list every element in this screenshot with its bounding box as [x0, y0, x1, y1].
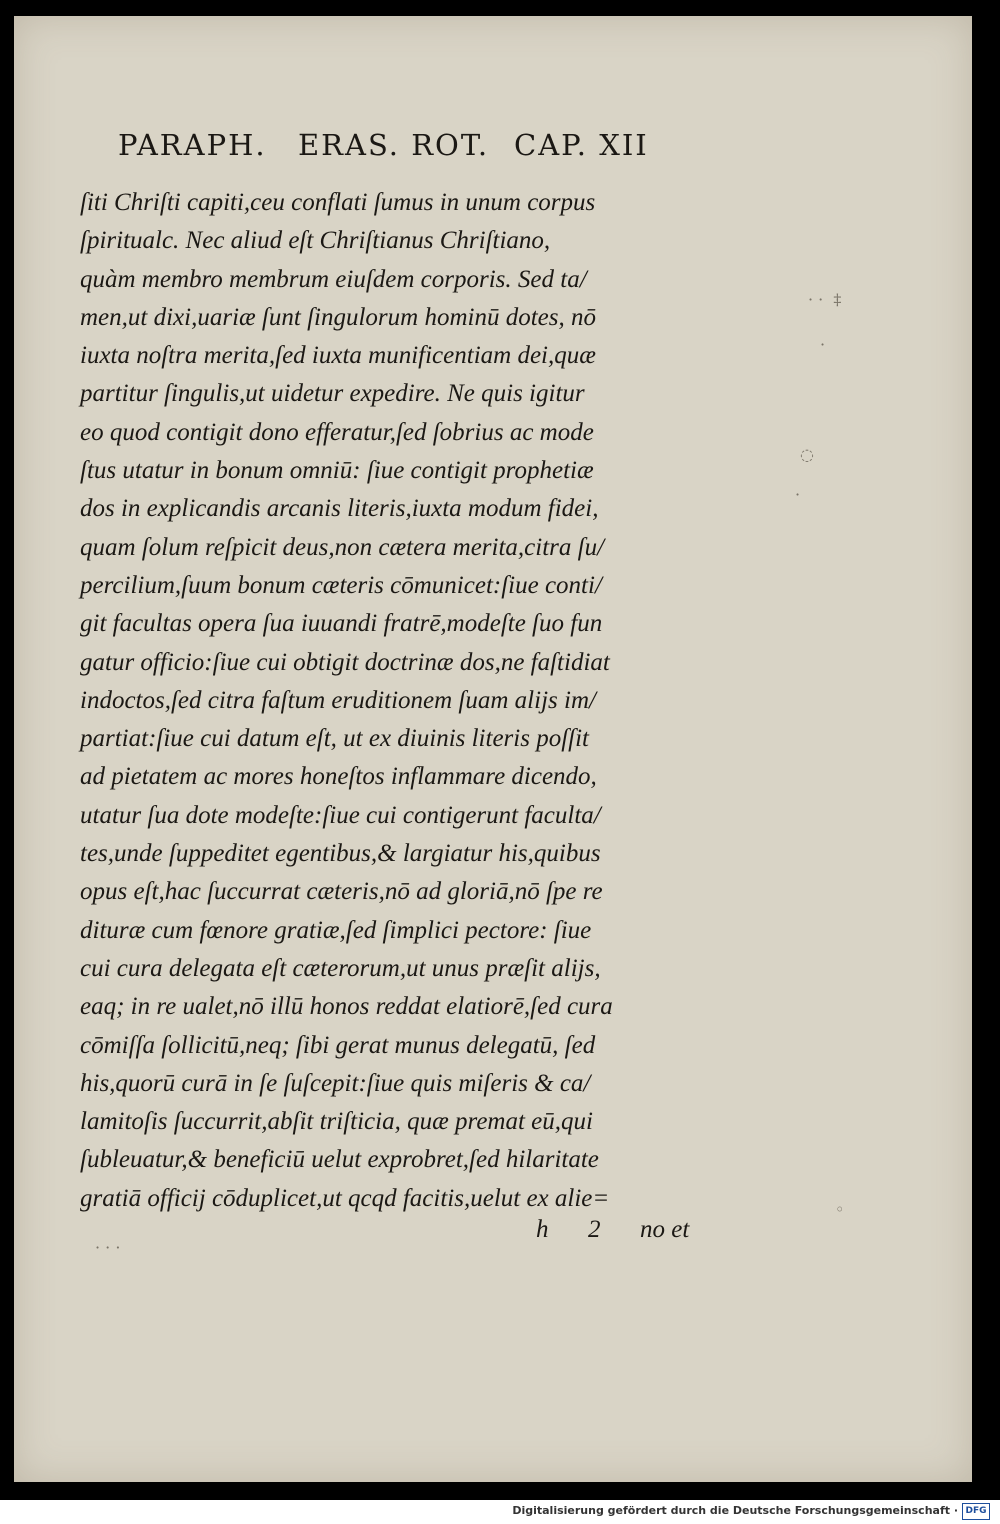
- text-line: gatur officio:ſiue cui obtigit doctrinæ dos,ne faſtidiat: [80, 648, 610, 676]
- text-line: cōmiſſa ſollicitū,neq; ſibi gerat munus delegatū, ſed: [80, 1031, 596, 1059]
- footer-bar: [0, 1500, 1000, 1524]
- text-line: quam ſolum reſpicit deus,non cætera merita,citra ſu/: [80, 533, 605, 561]
- header-middle: ERAS. ROT.: [298, 128, 490, 162]
- signature-number: 2: [588, 1216, 601, 1243]
- text-line: quàm membro membrum eiuſdem corporis. Sed ta/: [80, 265, 587, 293]
- header-left: PARAPH.: [118, 128, 267, 162]
- text-line: ad pietatem ac mores honeſtos inflammare dicendo,: [80, 763, 597, 791]
- catchline: [530, 1216, 705, 1252]
- catchword: no et: [640, 1216, 690, 1243]
- text-line: eaq; in re ualet,nō illū honos reddat elatiorē,ſed cura: [80, 993, 613, 1021]
- text-line: cui cura delegata eſt cæterorum,ut unus præſit alijs,: [80, 954, 601, 982]
- text-line: ſubleuatur,& beneficiū uelut exprobret,ſed hilaritate: [80, 1146, 599, 1174]
- text-line: his,quorū curā in ſe ſuſcepit:ſiue quis miſeris & ca/: [80, 1069, 591, 1097]
- text-line: git facultas opera ſua iuuandi fratrē,modeſte ſuo fun: [80, 610, 603, 638]
- signature-mark: h: [536, 1216, 549, 1243]
- bleed-through-mark: · · ‡: [808, 290, 842, 309]
- text-line: lamitoſis ſuccurrit,abſit triſticia, quæ premat eū,qui: [80, 1108, 593, 1136]
- text-line: dos in explicandis arcanis literis,iuxta modum fidei,: [80, 495, 599, 523]
- body-text: [80, 184, 705, 1218]
- bleed-through-mark: ◦: [835, 1200, 845, 1219]
- dfg-logo: DFG: [962, 1503, 990, 1520]
- bleed-through-mark: · · ·: [95, 1238, 121, 1257]
- text-line: ſtus utatur in bonum omniū: ſiue contigit prophetiæ: [80, 457, 594, 485]
- text-line: percilium,ſuum bonum cæteris cōmunicet:ſiue conti/: [80, 571, 602, 599]
- text-line: opus eſt,hac ſuccurrat cæteris,nō ad gloriā,nō ſpe re: [80, 878, 603, 906]
- text-line: men,ut dixi,uariæ ſunt ſingulorum hominū dotes, nō: [80, 303, 596, 331]
- bleed-through-mark: ·: [795, 485, 801, 504]
- text-line: ſiti Chriſti capiti,ceu conflati ſumus in unum corpus: [80, 189, 596, 216]
- text-line: utatur ſua dote modeſte:ſiue cui contigerunt faculta/: [80, 801, 601, 829]
- text-line: dituræ cum fœnore gratiæ,ſed ſimplici pectore: ſiue: [80, 916, 592, 944]
- bleed-through-mark: ◌: [800, 445, 814, 464]
- funding-credit: Digitalisierung gefördert durch die Deutsche Forschungsgemeinschaft ·: [512, 1504, 958, 1517]
- text-line: partitur ſingulis,ut uidetur expedire. Ne quis igitur: [80, 380, 585, 408]
- running-header: [108, 128, 700, 174]
- text-line: ſpiritualc. Nec aliud eſt Chriſtianus Chriſtiano,: [80, 227, 551, 255]
- bleed-through-mark: ·: [820, 335, 826, 354]
- text-line: eo quod contigit dono efferatur,ſed ſobrius ac mode: [80, 418, 594, 446]
- text-line: gratiā officij cōduplicet,ut qcqd facitis,uelut ex alie=: [80, 1184, 610, 1212]
- header-right: CAP. XII: [514, 128, 649, 162]
- text-line: tes,unde ſuppeditet egentibus,& largiatur his,quibus: [80, 840, 601, 868]
- text-line: iuxta noſtra merita,ſed iuxta munificentiam dei,quæ: [80, 342, 596, 370]
- text-line: partiat:ſiue cui datum eſt, ut ex diuinis literis poſſit: [80, 725, 589, 753]
- text-line: indoctos,ſed citra faſtum eruditionem ſuam alijs im/: [80, 686, 596, 714]
